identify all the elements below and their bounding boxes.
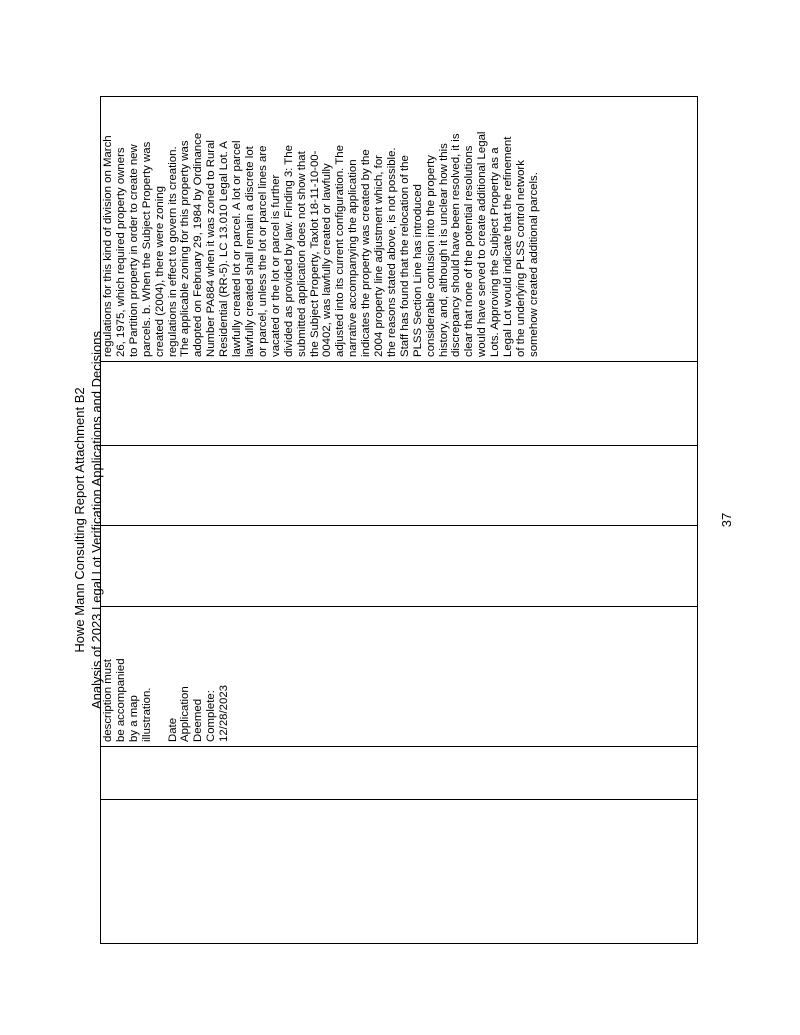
lot-verification-table xyxy=(100,96,698,944)
description-line: Deemed xyxy=(192,698,205,742)
description-line xyxy=(154,609,167,742)
header-report-subtitle: Analysis of 2023 Legal Lot Verification Applications and Decisions xyxy=(89,331,104,709)
analysis-line: adopted on February 29, 1984 by Ordinance xyxy=(192,132,205,357)
analysis-line: considerable contusion into the property xyxy=(424,155,437,357)
analysis-line: Legal Lot would indicate that the refinement xyxy=(502,136,515,357)
analysis-line: lawfully created shall remain a discrete lot xyxy=(243,146,256,357)
analysis-line: adjusted into its current configuration. The xyxy=(334,145,347,357)
description-text xyxy=(101,607,697,746)
analysis-line: to Partition property in order to create new xyxy=(127,144,140,357)
analysis-line: somehow created additional parcels. xyxy=(527,172,540,357)
table-cell-empty-3 xyxy=(101,526,697,607)
analysis-line: the Subject Property, Taxlot 18-11-10-00- xyxy=(308,150,321,357)
description-line: be accompanied xyxy=(114,658,127,742)
table-cell-empty-4 xyxy=(101,747,697,800)
description-line: description must xyxy=(102,659,114,742)
analysis-line: Residential (RR-5). LC 13.010 Legal Lot. A xyxy=(218,141,231,357)
analysis-line: Staff has found that the relocation of the xyxy=(398,155,411,357)
analysis-line: the reasons stated above, is not possible. xyxy=(385,147,398,357)
analysis-line: The applicable zoning for this property was xyxy=(179,140,192,357)
table-cell-empty-1 xyxy=(101,362,697,446)
description-line: Complete: xyxy=(205,690,218,742)
description-line: Date xyxy=(166,717,179,742)
analysis-line: would have served to create additional Legal xyxy=(476,131,489,357)
page-number-text: 37 xyxy=(719,512,734,528)
analysis-line: Lots. Approving the Subject Property as a xyxy=(489,147,502,357)
analysis-line: or parcel, unless the lot or parcel lines are xyxy=(256,145,269,357)
table-cell-empty-2 xyxy=(101,446,697,526)
description-line: Application xyxy=(179,686,192,742)
analysis-line: history, and, although it is unclear how this xyxy=(437,143,450,357)
analysis-line: 2004 property line adjustment which, for xyxy=(373,155,386,357)
analysis-line: PLSS Section Line has introduced xyxy=(411,184,424,357)
analysis-line: narrative accompanying the application xyxy=(347,159,360,357)
header-report-title: Howe Mann Consulting Report Attachment B2 xyxy=(72,387,87,653)
description-line: illustration. xyxy=(140,687,153,742)
description-line: 12/28/2023 xyxy=(218,684,231,742)
analysis-line: 00402, was lawfully created or lawfully xyxy=(321,163,334,357)
table-cell-analysis xyxy=(101,97,697,362)
page-number xyxy=(712,505,742,535)
analysis-line: 26, 1975, which required property owners xyxy=(114,147,127,357)
description-line: by a map xyxy=(127,695,140,742)
analysis-line: Number PA884 when it was zoned to Rural xyxy=(205,140,218,357)
table-cell-empty-5 xyxy=(101,800,697,943)
analysis-line: indicates the property was created by the xyxy=(360,149,373,357)
analysis-line: of the underlying PLSS control network xyxy=(515,160,527,357)
analysis-line: discrepancy should have been resolved, it is xyxy=(450,133,463,357)
analysis-line: regulations for this kind of division on March xyxy=(102,135,114,357)
analysis-line: clear that none of the potential resolutions xyxy=(463,145,476,357)
analysis-line: divided as provided by law. Finding 3: The xyxy=(282,145,295,357)
analysis-line: lawfully created lot or parcel. A lot or parcel xyxy=(231,140,244,357)
table-cell-description xyxy=(101,607,697,747)
analysis-line: regulations in effect to govern its creation. xyxy=(166,146,179,357)
analysis-line: vacated or the lot or parcel is further xyxy=(269,174,282,357)
analysis-line: created (2004), there were zoning xyxy=(153,186,166,357)
analysis-line: submitted application does not show that xyxy=(295,151,308,357)
analysis-text xyxy=(101,97,697,361)
analysis-line: parcels. b. When the Subject Property was xyxy=(140,141,153,357)
